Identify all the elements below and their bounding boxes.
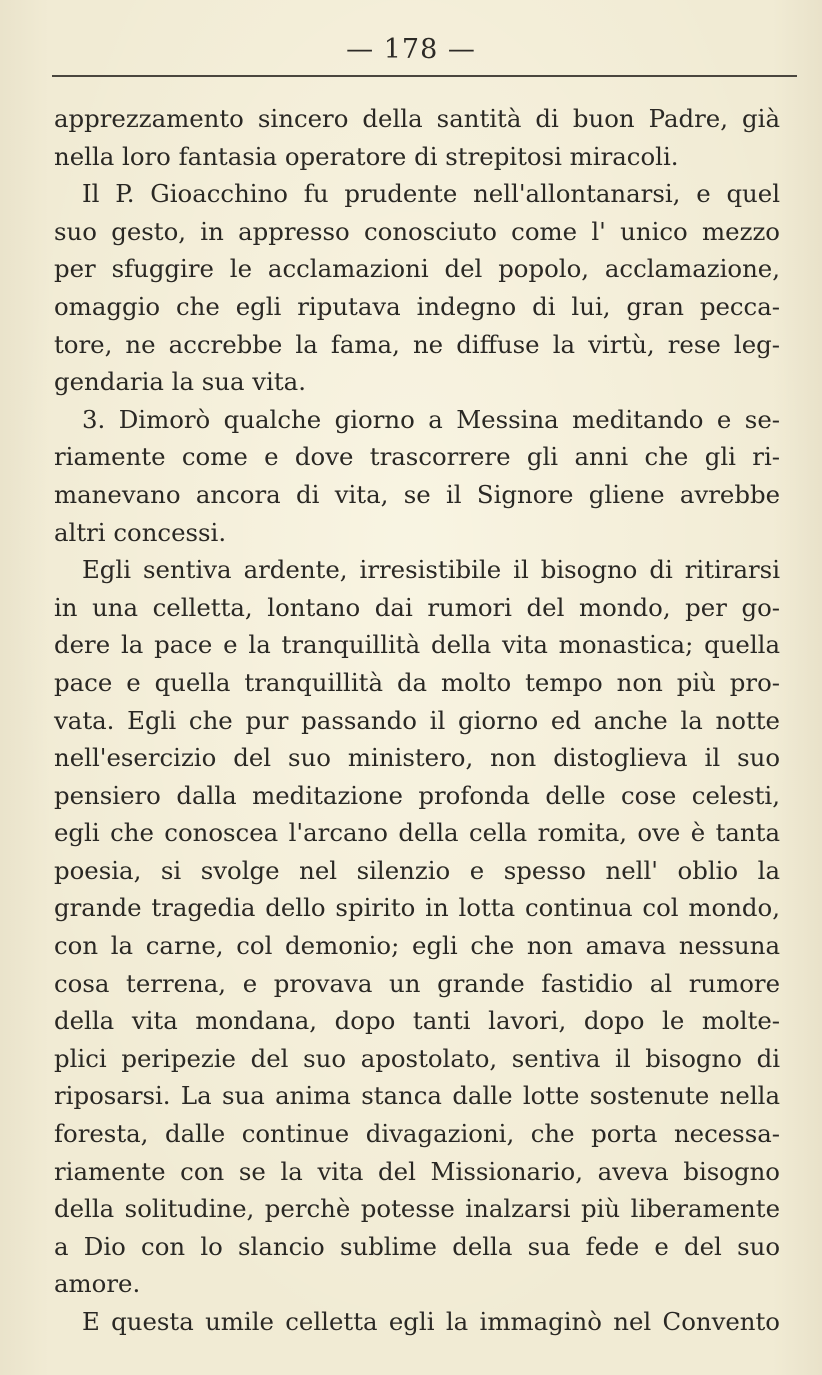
body-text: [54, 100, 780, 1341]
text-line: E questa umile celletta egli la immaginò nel Convento: [82, 1307, 780, 1336]
text-line: tore, ne accrebbe la fama, ne diffuse la virtù, rese leg-: [54, 329, 780, 359]
text-line: con la carne, col demonio; egli che non amava nessuna: [54, 931, 780, 961]
text-line: amore.: [54, 1269, 141, 1299]
text-line: riposarsi. La sua anima stanca dalle lotte sostenute nella: [54, 1081, 780, 1111]
text-line: a Dio con lo slancio sublime della sua fede e del suo: [54, 1231, 780, 1261]
text-line: cosa terrena, e provava un grande fastidio al rumore: [54, 968, 780, 998]
text-line: dere la pace e la tranquillità della vita monastica; quella: [54, 630, 780, 660]
header-rule: [52, 75, 797, 77]
text-line: gendaria la sua vita.: [54, 367, 306, 397]
text-line: per sfuggire le acclamazioni del popolo, acclamazione,: [54, 254, 780, 284]
text-line: nell'esercizio del suo ministero, non distoglieva il suo: [54, 743, 780, 773]
text-line: della solitudine, perchè potesse inalzarsi più liberamente: [54, 1194, 780, 1224]
text-line: pensiero dalla meditazione profonda delle cose celesti,: [54, 780, 780, 810]
text-line: egli che conoscea l'arcano della cella romita, ove è tanta: [54, 818, 780, 848]
text-line: riamente come e dove trascorrere gli anni che gli ri-: [54, 442, 780, 472]
text-line: altri concessi.: [54, 517, 227, 547]
text-line: della vita mondana, dopo tanti lavori, dopo le molte-: [54, 1006, 780, 1036]
text-line: pace e quella tranquillità da molto tempo non più pro-: [54, 667, 780, 697]
text-line: vata. Egli che pur passando il giorno ed anche la notte: [54, 705, 780, 735]
text-line: apprezzamento sincero della santità di buon Padre, già: [54, 104, 780, 133]
text-line: Egli sentiva ardente, irresistibile il bisogno di ritirarsi: [82, 555, 780, 585]
text-line: nella loro fantasia operatore di strepitosi miracoli.: [54, 141, 679, 171]
text-line: riamente con se la vita del Missionario, aveva bisogno: [54, 1156, 780, 1186]
text-line: foresta, dalle continue divagazioni, che porta necessa-: [54, 1119, 780, 1149]
text-line: Il P. Gioacchino fu prudente nell'allontanarsi, e quel: [82, 179, 780, 209]
text-line: poesia, si svolge nel silenzio e spesso nell' oblio la: [54, 855, 780, 885]
text-line: 3. Dimorò qualche giorno a Messina meditando e se-: [82, 404, 780, 434]
text-line: plici peripezie del suo apostolato, sentiva il bisogno di: [54, 1043, 780, 1073]
text-line: grande tragedia dello spirito in lotta continua col mondo,: [54, 893, 780, 923]
text-line: suo gesto, in appresso conosciuto come l' unico mezzo: [54, 216, 780, 246]
text-line: in una celletta, lontano dai rumori del mondo, per go-: [54, 592, 780, 622]
text-line: omaggio che egli riputava indegno di lui, gran pecca-: [54, 291, 780, 321]
text-line: manevano ancora di vita, se il Signore gliene avrebbe: [54, 479, 780, 509]
page-number: — 178 —: [346, 34, 476, 65]
